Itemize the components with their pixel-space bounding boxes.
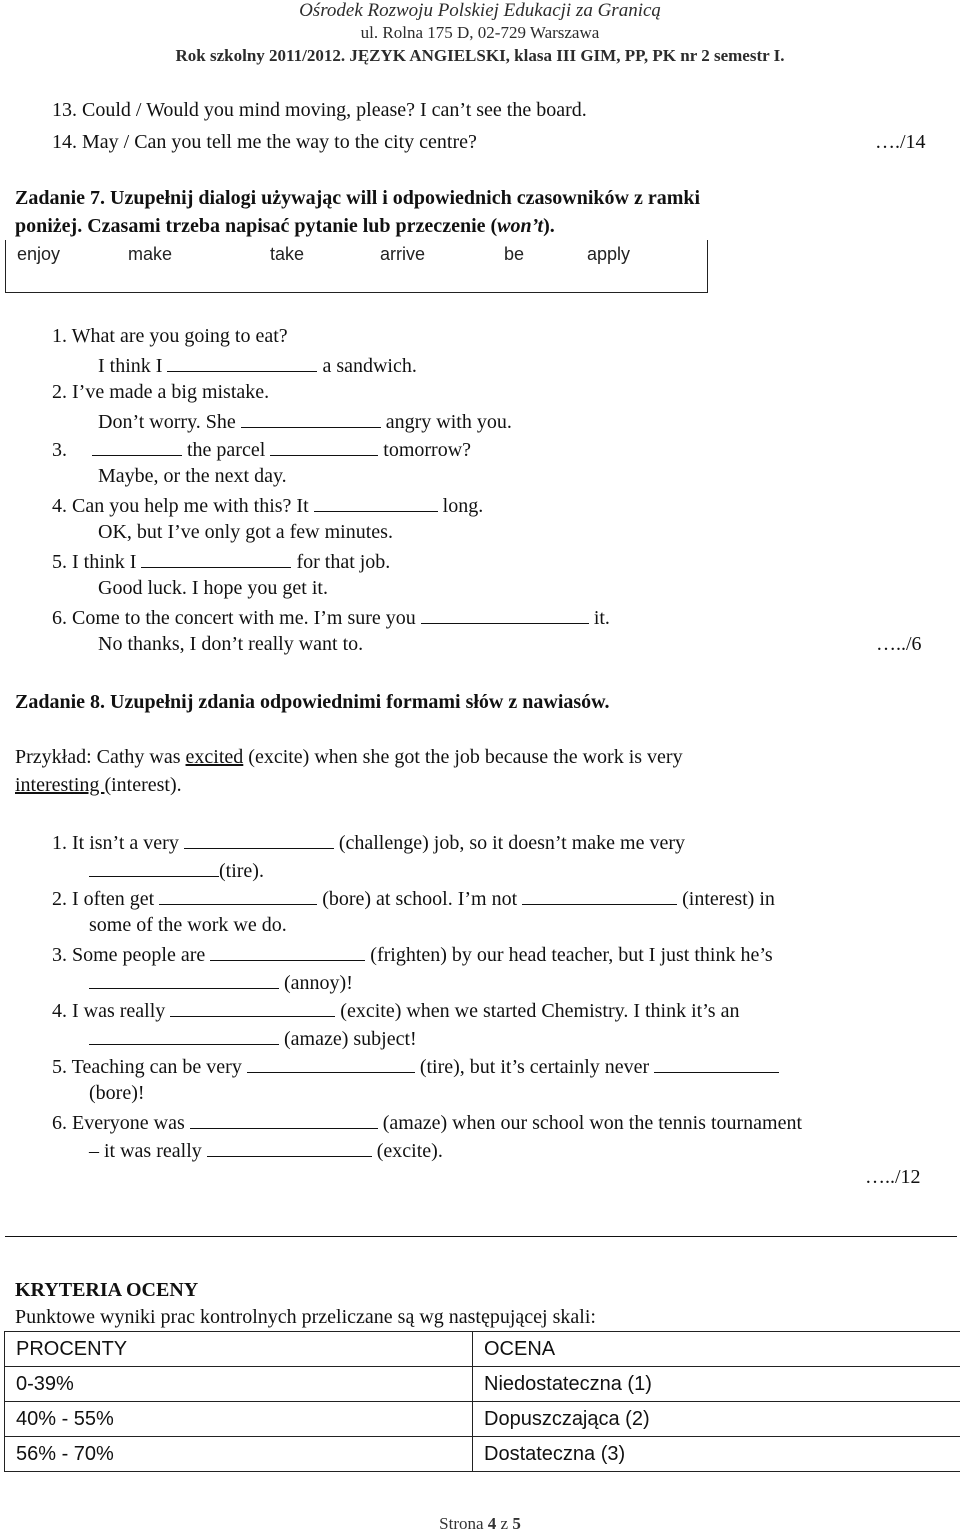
dialog-3-answer: Maybe, or the next day. — [98, 465, 287, 487]
sentence-5-line1: 5. Teaching can be very (tire), but it’s certainly never — [52, 1053, 779, 1079]
answer-blank[interactable] — [210, 941, 365, 961]
item-13: 13. Could / Would you mind moving, please? I can’t see the board. — [52, 99, 587, 121]
sentence-6-line1: 6. Everyone was (amaze) when our school won the tennis tournament — [52, 1109, 802, 1135]
dialog-4-question: 4. Can you help me with this? It long. — [52, 492, 483, 518]
answer-blank[interactable] — [89, 857, 219, 877]
grading-table — [4, 1331, 960, 1472]
word-take: take — [270, 244, 305, 264]
score-task8: …../12 — [865, 1166, 921, 1188]
score-task6: …./14 — [875, 131, 926, 153]
answer-blank[interactable] — [207, 1137, 372, 1157]
task8-example-line1: Przykład: Cathy was excited (excite) when she got the job because the work is very — [15, 746, 683, 768]
answer-blank[interactable] — [92, 436, 182, 456]
answer-blank[interactable] — [141, 548, 291, 568]
task8-example-line2: interesting (interest). — [15, 774, 182, 796]
word-arrive: arrive — [380, 244, 426, 264]
dialog-2-answer: Don’t worry. She angry with you. — [98, 408, 512, 434]
table-header-cell: OCENA — [473, 1332, 960, 1367]
dialog-2-question: 2. I’ve made a big mistake. — [52, 381, 270, 403]
sentence-6-line2: – it was really (excite). — [89, 1137, 443, 1163]
criteria-title: KRYTERIA OCENY — [15, 1279, 199, 1301]
table-cell: 40% - 55% — [5, 1402, 473, 1437]
answer-blank[interactable] — [184, 829, 334, 849]
section-divider — [5, 1236, 957, 1237]
sentence-2-line1: 2. I often get (bore) at school. I’m not (interest) in — [52, 885, 775, 911]
table-cell: Niedostateczna (1) — [473, 1367, 960, 1402]
word-make: make — [128, 244, 173, 264]
table-cell: Dostateczna (3) — [473, 1437, 960, 1472]
sentence-4-line2: (amaze) subject! — [89, 1025, 417, 1051]
page-footer: Strona 4 z 5 — [439, 1514, 521, 1533]
word-enjoy: enjoy — [17, 244, 61, 264]
header-institution: Ośrodek Rozwoju Polskiej Edukacji za Granicą — [299, 0, 661, 21]
table-row — [5, 1367, 960, 1402]
word-apply: apply — [587, 244, 631, 264]
task7-title-line1: Zadanie 7. Uzupełnij dialogi używając will i odpowiednich czasowników z ramki — [15, 187, 701, 209]
sentence-1-line1: 1. It isn’t a very (challenge) job, so it doesn’t make me very — [52, 829, 685, 855]
table-cell: 56% - 70% — [5, 1437, 473, 1472]
answer-blank[interactable] — [89, 969, 279, 989]
sentence-3-line1: 3. Some people are (frighten) by our head teacher, but I just think he’s — [52, 941, 773, 967]
dialog-5-question: 5. I think I for that job. — [52, 548, 390, 574]
header-course: Rok szkolny 2011/2012. JĘZYK ANGIELSKI, klasa III GIM, PP, PK nr 2 semestr I. — [175, 46, 785, 65]
criteria-subtitle: Punktowe wyniki prac kontrolnych przeliczane są wg następującej skali: — [15, 1306, 596, 1328]
answer-blank[interactable] — [170, 997, 335, 1017]
answer-blank[interactable] — [654, 1053, 779, 1073]
answer-blank[interactable] — [159, 885, 317, 905]
dialog-6-question: 6. Come to the concert with me. I’m sure you it. — [52, 604, 610, 630]
sentence-1-line2: (tire). — [89, 857, 264, 883]
sentence-4-line1: 4. I was really (excite) when we started Chemistry. I think it’s an — [52, 997, 739, 1023]
dialog-3-question: 3. the parcel tomorrow? — [52, 436, 471, 462]
answer-blank[interactable] — [247, 1053, 415, 1073]
dialog-1-question: 1. What are you going to eat? — [52, 325, 288, 347]
table-cell: Dopuszczająca (2) — [473, 1402, 960, 1437]
item-14: 14. May / Can you tell me the way to the city centre? — [52, 131, 477, 153]
task8-title: Zadanie 8. Uzupełnij zdania odpowiednimi formami słów z nawiasów. — [15, 691, 610, 713]
answer-blank[interactable] — [314, 492, 438, 512]
dialog-6-answer: No thanks, I don’t really want to. — [98, 633, 364, 655]
table-header-row — [5, 1332, 960, 1367]
sentence-2-line2: some of the work we do. — [89, 914, 287, 936]
table-row — [5, 1402, 960, 1437]
answer-blank[interactable] — [89, 1025, 279, 1045]
table-row — [5, 1437, 960, 1472]
table-header-cell: PROCENTY — [5, 1332, 473, 1367]
answer-blank[interactable] — [167, 352, 317, 372]
answer-blank[interactable] — [241, 408, 381, 428]
answer-blank[interactable] — [522, 885, 677, 905]
table-cell: 0-39% — [5, 1367, 473, 1402]
answer-blank[interactable] — [270, 436, 378, 456]
answer-blank[interactable] — [421, 604, 589, 624]
sentence-5-line2: (bore)! — [89, 1082, 145, 1104]
dialog-4-answer: OK, but I’ve only got a few minutes. — [98, 521, 393, 543]
dialog-5-answer: Good luck. I hope you get it. — [98, 577, 328, 599]
dialog-1-answer: I think I a sandwich. — [98, 352, 417, 378]
header-address: ul. Rolna 175 D, 02-729 Warszawa — [360, 23, 600, 42]
sentence-3-line2: (annoy)! — [89, 969, 353, 995]
task7-title-line2: poniżej. Czasami trzeba napisać pytanie lub przeczenie (won’t). — [15, 215, 555, 237]
word-be: be — [504, 244, 525, 264]
score-task7: …../6 — [876, 633, 922, 655]
answer-blank[interactable] — [190, 1109, 378, 1129]
